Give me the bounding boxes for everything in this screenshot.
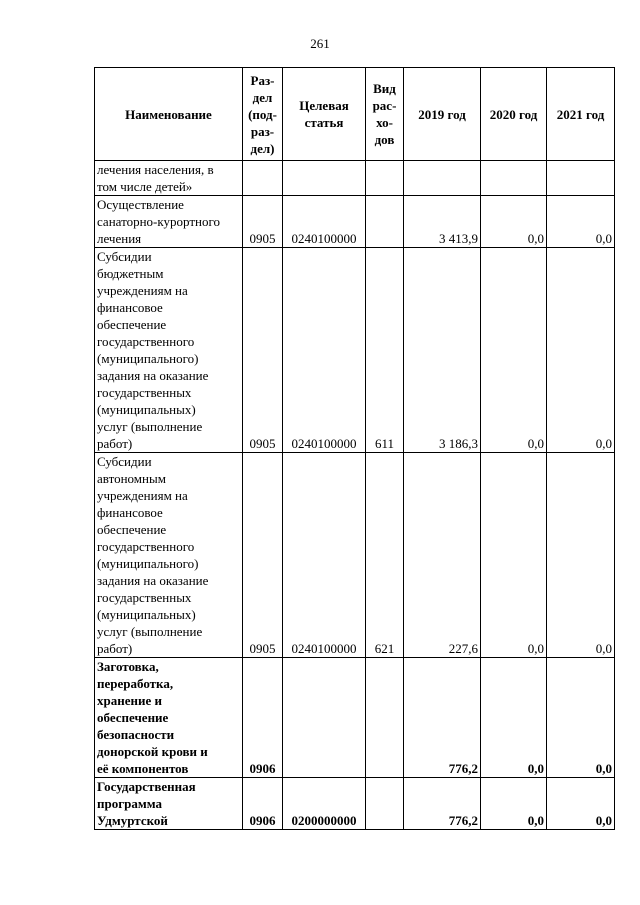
- cell-target: 0200000000: [283, 778, 366, 830]
- cell-2020: 0,0: [481, 658, 547, 778]
- cell-2020: 0,0: [481, 778, 547, 830]
- cell-target: 0240100000: [283, 248, 366, 453]
- cell-2021: 0,0: [547, 248, 615, 453]
- cell-2020: 0,0: [481, 453, 547, 658]
- cell-name: Осуществление санаторно-курортного лечения: [95, 196, 243, 248]
- header-name: Наименование: [95, 68, 243, 161]
- cell-target: [283, 658, 366, 778]
- cell-2021: 0,0: [547, 778, 615, 830]
- cell-name: лечения населения, в том числе детей»: [95, 161, 243, 196]
- cell-2019: 3 413,9: [404, 196, 481, 248]
- cell-2019: 227,6: [404, 453, 481, 658]
- cell-target: [283, 161, 366, 196]
- header-2019: 2019 год: [404, 68, 481, 161]
- cell-type: 621: [366, 453, 404, 658]
- table-row: [95, 248, 615, 453]
- cell-2021: [547, 161, 615, 196]
- table-row: [95, 778, 615, 830]
- table-row: [95, 161, 615, 196]
- cell-2019: 776,2: [404, 658, 481, 778]
- header-row: [95, 68, 615, 161]
- header-2021: 2021 год: [547, 68, 615, 161]
- cell-name: Субсидии автономным учреждениям на финансовое обеспечение государственного (муниципального) задания на оказание государственных (муниципальных) услуг (выполнение работ): [95, 453, 243, 658]
- cell-name: Субсидии бюджетным учреждениям на финансовое обеспечение государственного (муниципального) задания на оказание государственных (муниципальных) услуг (выполнение работ): [95, 248, 243, 453]
- header-2020: 2020 год: [481, 68, 547, 161]
- cell-section: 0906: [243, 778, 283, 830]
- cell-2020: 0,0: [481, 248, 547, 453]
- cell-2019: 776,2: [404, 778, 481, 830]
- cell-section: 0905: [243, 248, 283, 453]
- cell-target: 0240100000: [283, 196, 366, 248]
- cell-2021: 0,0: [547, 658, 615, 778]
- cell-section: 0905: [243, 453, 283, 658]
- cell-type: [366, 196, 404, 248]
- header-section: Раз- дел (под- раз- дел): [243, 68, 283, 161]
- cell-name: Заготовка, переработка, хранение и обеспечение безопасности донорской крови и её компонентов: [95, 658, 243, 778]
- cell-2019: [404, 161, 481, 196]
- cell-2021: 0,0: [547, 453, 615, 658]
- cell-2020: [481, 161, 547, 196]
- cell-type: [366, 658, 404, 778]
- cell-type: [366, 778, 404, 830]
- cell-name: Государственная программа Удмуртской: [95, 778, 243, 830]
- cell-2020: 0,0: [481, 196, 547, 248]
- budget-table: [94, 67, 615, 830]
- page-number: 261: [310, 36, 330, 51]
- cell-section: 0905: [243, 196, 283, 248]
- header-type: Вид рас- хо- дов: [366, 68, 404, 161]
- cell-2021: 0,0: [547, 196, 615, 248]
- cell-section: 0906: [243, 658, 283, 778]
- cell-2019: 3 186,3: [404, 248, 481, 453]
- cell-type: [366, 161, 404, 196]
- cell-target: 0240100000: [283, 453, 366, 658]
- table-row: [95, 453, 615, 658]
- table-row: [95, 196, 615, 248]
- cell-type: 611: [366, 248, 404, 453]
- table-row: [95, 658, 615, 778]
- header-target: Целевая статья: [283, 68, 366, 161]
- cell-section: [243, 161, 283, 196]
